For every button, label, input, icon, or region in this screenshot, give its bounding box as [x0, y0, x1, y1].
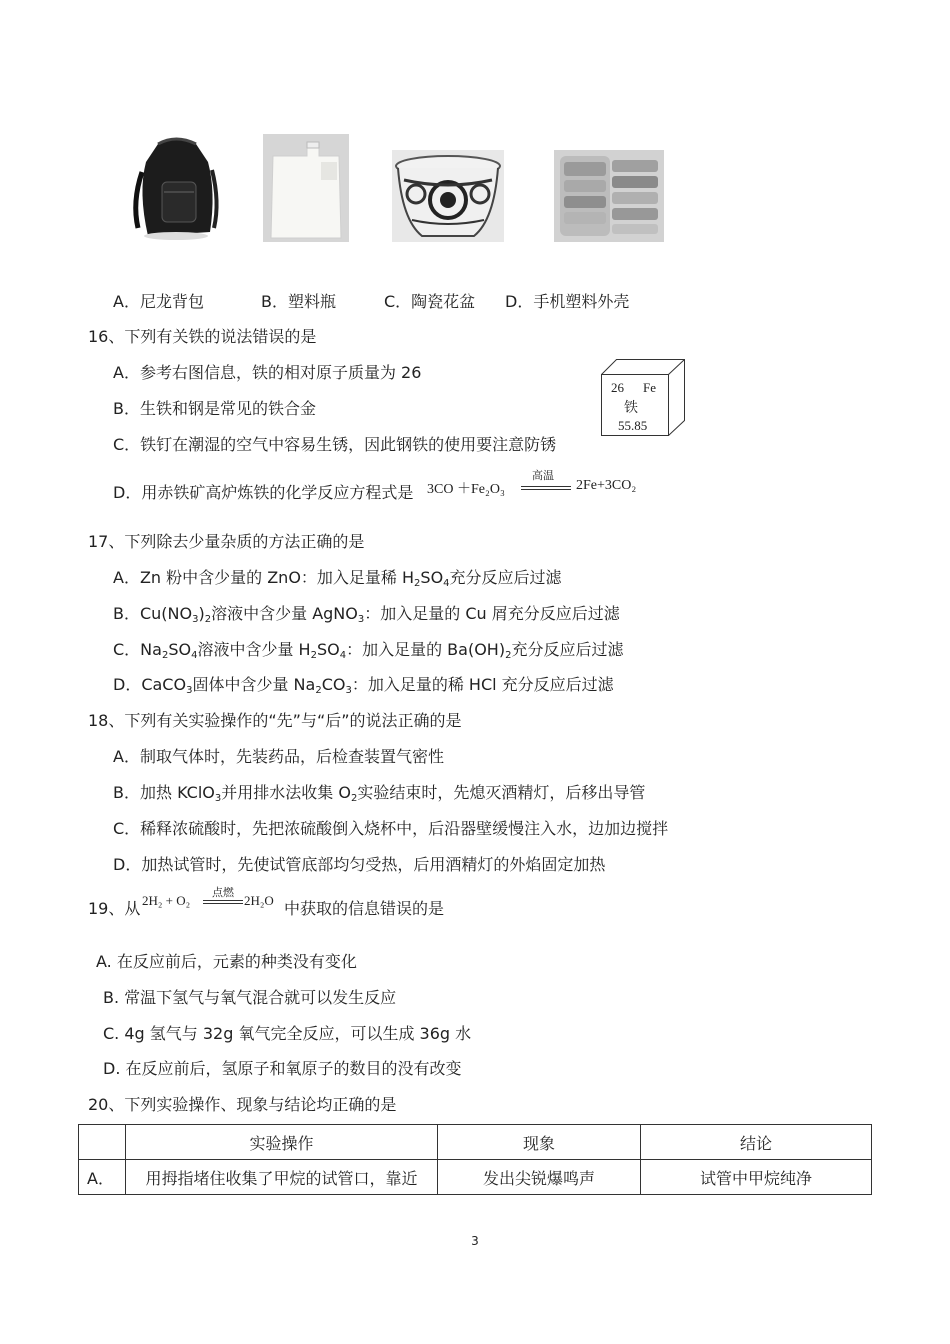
q20-stem: 20、下列实验操作、现象与结论均正确的是	[88, 1095, 397, 1114]
q18-option-a: A．制取气体时，先装药品，后检查装置气密性	[113, 747, 444, 766]
q19-option-a: A. 在反应前后，元素的种类没有变化	[96, 952, 357, 971]
q18-option-b: B．加热 KClO$_3$并用排水法收集 $O_2$实验结束时，先熄灭酒精灯，后移出导管	[113, 783, 646, 804]
element-symbol: Fe	[643, 380, 656, 395]
element-name: 铁	[624, 400, 638, 416]
q16-option-a: A．参考右图信息，铁的相对原子质量为 26	[113, 363, 422, 382]
q20-table	[78, 1124, 872, 1195]
table-header-cell: 结论	[641, 1125, 872, 1160]
q17-option-d: D．CaCO$_3$固体中含少量 $Na_2CO_3$：加入足量的稀 HCl 充分反应后过滤	[113, 675, 614, 696]
q19-option-c: C. 4g 氢气与 32g 氧气完全反应，可以生成 36g 水	[103, 1024, 472, 1043]
equation-arrow-line	[203, 903, 243, 904]
q16-equation-left: 3CO ＋Fe₂O₃	[427, 482, 505, 497]
q16-option-c: C．铁钉在潮湿的空气中容易生锈，因此钢铁的使用要注意防锈	[113, 435, 557, 454]
q16-option-d: D．用赤铁矿高炉炼铁的化学反应方程式是	[113, 483, 414, 502]
page-number: 3	[471, 1234, 479, 1248]
q15-option-b: B．塑料瓶	[261, 292, 336, 311]
q16-equation-condition: 高温	[532, 469, 554, 482]
table-cell: 试管中甲烷纯净	[641, 1160, 872, 1195]
q16-option-b: B．生铁和钢是常见的铁合金	[113, 399, 316, 418]
table-header-cell: 实验操作	[126, 1125, 438, 1160]
q19-equation-condition: 点燃	[212, 886, 234, 899]
q17-option-c: C．$Na_2SO_4$溶液中含少量 $H_2SO_4$：加入足量的 $Ba(OH)_2$充分反应后过滤	[113, 640, 624, 661]
q19-stem-suffix: 中获取的信息错误的是	[284, 899, 445, 918]
phone-case-image	[554, 150, 664, 242]
plastic-bottle-image	[263, 134, 349, 242]
q19-option-d: D. 在反应前后，氢原子和氧原子的数目的没有改变	[103, 1059, 462, 1078]
q16-equation-right: 2Fe+3CO₂	[576, 478, 637, 493]
q19-equation-right: 2H₂O	[244, 893, 274, 908]
equation-arrow-line	[521, 486, 571, 487]
q15-option-a: A．尼龙背包	[113, 292, 204, 311]
element-atomic-mass: 55.85	[618, 418, 648, 433]
element-atomic-number: 26	[611, 380, 624, 395]
q15-option-c: C．陶瓷花盆	[384, 292, 476, 311]
table-header-row	[79, 1125, 872, 1160]
q18-option-d: D．加热试管时，先使试管底部均匀受热，后用酒精灯的外焰固定加热	[113, 855, 606, 874]
table-cell: 用拇指堵住收集了甲烷的试管口，靠近	[126, 1160, 438, 1195]
table-cell: 发出尖锐爆鸣声	[438, 1160, 641, 1195]
q19-equation-left: 2H₂ + O₂	[142, 893, 191, 908]
q18-stem: 18、下列有关实验操作的“先”与“后”的说法正确的是	[88, 711, 462, 730]
q19-stem-prefix: 19、从	[88, 899, 141, 918]
table-header-cell	[79, 1125, 126, 1160]
table-header-cell: 现象	[438, 1125, 641, 1160]
q16-stem: 16、下列有关铁的说法错误的是	[88, 327, 317, 346]
equation-arrow-line	[521, 489, 571, 490]
q17-option-b: B．$Cu(NO_3)_2$溶液中含少量 AgNO$_3$：加入足量的 Cu 屑充分反应后过滤	[113, 604, 620, 625]
q17-option-a: A．Zn 粉中含少量的 ZnO：加入足量稀 $H_2SO_4$充分反应后过滤	[113, 568, 562, 589]
iron-element-card	[601, 359, 685, 435]
equation-arrow-line	[203, 900, 243, 901]
table-row	[79, 1160, 872, 1195]
q15-option-d: D．手机塑料外壳	[505, 292, 630, 311]
ceramic-flowerpot-image	[392, 150, 504, 242]
q17-stem: 17、下列除去少量杂质的方法正确的是	[88, 532, 365, 551]
nylon-backpack-image	[128, 132, 224, 242]
q19-option-b: B. 常温下氢气与氧气混合就可以发生反应	[103, 988, 397, 1007]
q18-option-c: C．稀释浓硫酸时，先把浓硫酸倒入烧杯中，后沿器壁缓慢注入水，边加边搅拌	[113, 819, 669, 838]
element-card-face	[601, 374, 669, 436]
table-cell: A．	[79, 1160, 126, 1195]
